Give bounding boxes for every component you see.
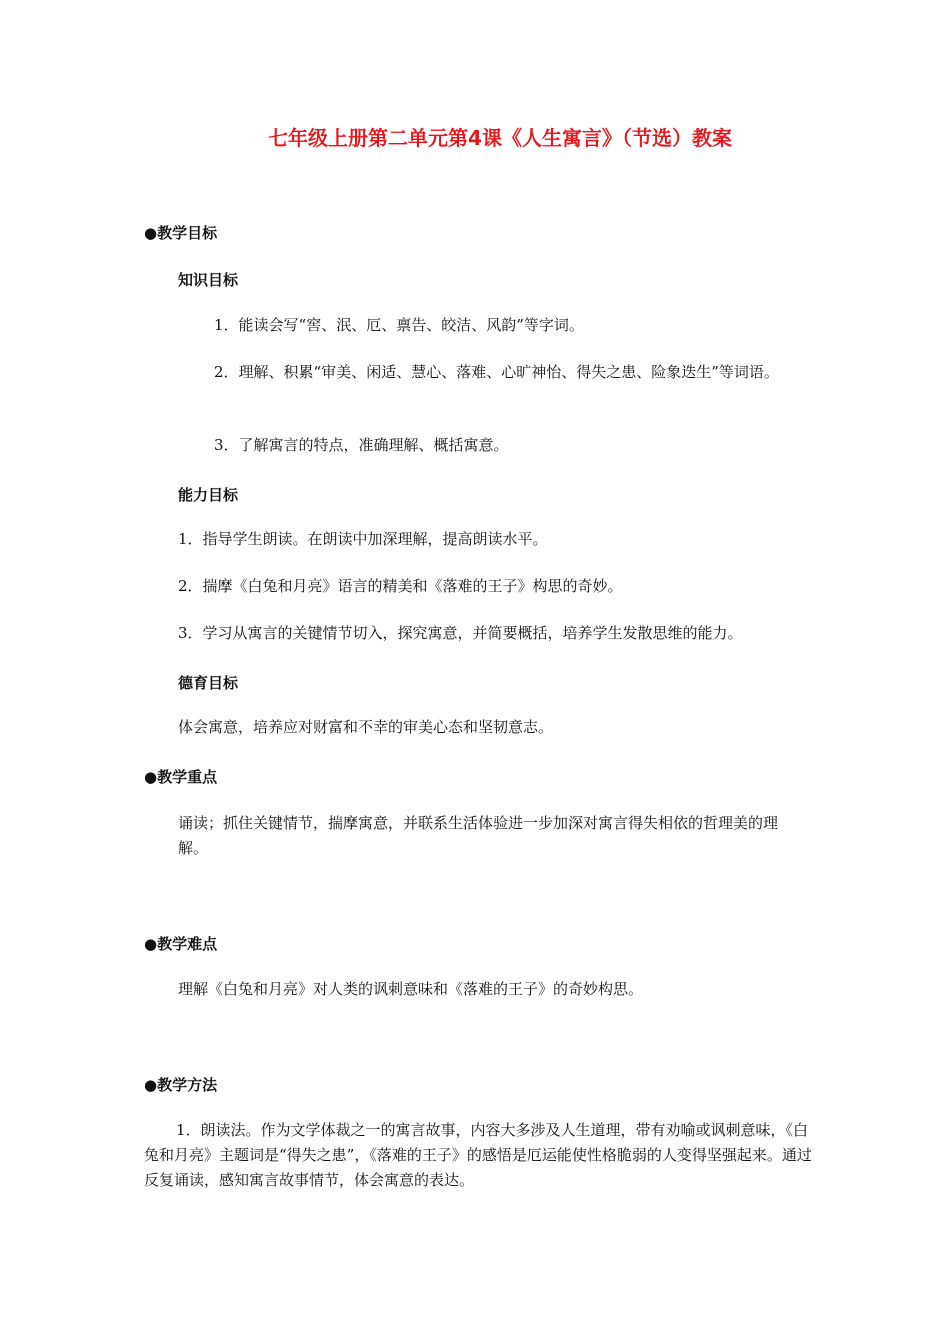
section-heading-key-points: ●教学重点 (144, 768, 218, 786)
knowledge-item-3: 3．了解寓言的特点，准确理解、概括寓意。 (214, 436, 509, 454)
document-title: 七年级上册第二单元第4课《人生寓言》（节选）教案 (268, 126, 732, 150)
moral-text: 体会寓意，培养应对财富和不幸的审美心态和坚韧意志。 (178, 718, 554, 736)
section-heading-methods: ●教学方法 (144, 1076, 218, 1094)
knowledge-item-1: 1．能读会写“窖、泯、厄、禀告、皎洁、风韵”等字词。 (214, 316, 584, 334)
subheading-knowledge: 知识目标 (178, 271, 239, 289)
section-heading-difficulties: ●教学难点 (144, 935, 218, 953)
subheading-moral: 德育目标 (178, 674, 239, 692)
methods-text: 1．朗读法。作为文学体裁之一的寓言故事，内容大多涉及人生道理，带有劝喻或讽刺意味，《白兔和月亮》主题词是“得失之患”，《落难的王子》的感悟是厄运能使性格脆弱的人变得坚强起来。通过反复诵读，感知寓言故事情节，体会寓意的表达。 (144, 1121, 812, 1189)
section-heading-objectives: ●教学目标 (144, 224, 218, 242)
ability-item-1: 1．指导学生朗读。在朗读中加深理解，提高朗读水平。 (178, 530, 548, 548)
subheading-ability: 能力目标 (178, 486, 239, 504)
difficulties-text: 理解《白兔和月亮》对人类的讽刺意味和《落难的王子》的奇妙构思。 (178, 980, 644, 998)
ability-item-3: 3．学习从寓言的关键情节切入，探究寓意，并简要概括，培养学生发散思维的能力。 (178, 624, 743, 642)
key-points-text: 诵读；抓住关键情节，揣摩寓意，并联系生活体验进一步加深对寓言得失相依的哲理美的理解。 (178, 814, 779, 857)
ability-item-2: 2．揣摩《白兔和月亮》语言的精美和《落难的王子》构思的奇妙。 (178, 577, 623, 595)
knowledge-item-2: 2．理解、积累“审美、闲适、慧心、落难、心旷神怡、得失之患、险象迭生”等词语。 (214, 363, 779, 381)
